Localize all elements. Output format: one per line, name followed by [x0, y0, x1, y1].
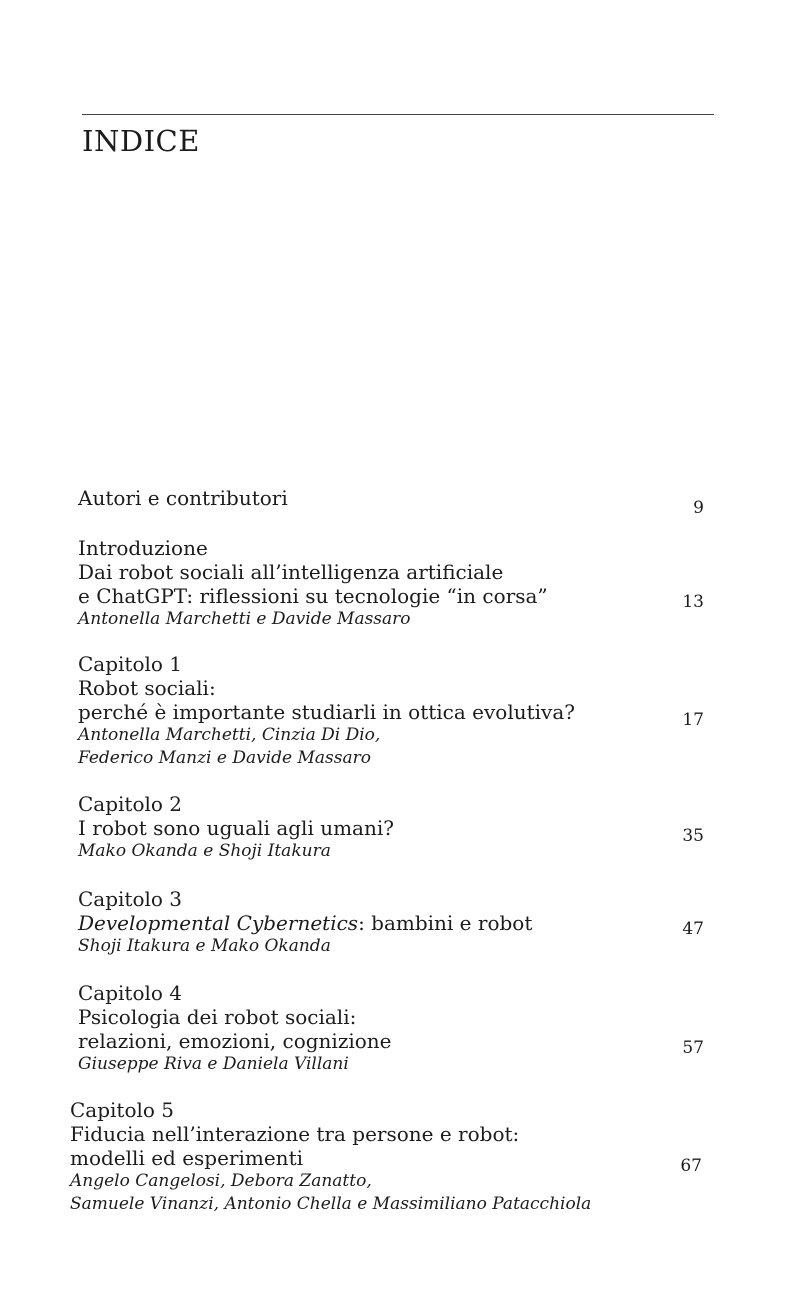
entry-authors: Samuele Vinanzi, Antonio Chella e Massimiliano Patacchiola	[70, 1194, 592, 1214]
entry-title: modelli ed esperimenti	[70, 1146, 303, 1170]
entry-title: e ChatGPT: riflessioni su tecnologie “in corsa”	[78, 584, 548, 608]
toc-entry-capitolo-2[interactable]	[78, 792, 710, 863]
entry-title: perché è importante studiarli in ottica evolutiva?	[78, 700, 575, 724]
toc-entry-authors[interactable]	[78, 486, 710, 518]
entry-title: I robot sono uguali agli umani?	[78, 816, 394, 840]
entry-label: Capitolo 4	[78, 981, 183, 1005]
entry-title: Fiducia nell’interazione tra persone e robot:	[70, 1122, 520, 1146]
page-number: 57	[682, 1038, 704, 1058]
entry-label: Capitolo 3	[78, 887, 183, 911]
entry-title: Psicologia dei robot sociali:	[78, 1005, 357, 1029]
page-number: 67	[680, 1156, 702, 1176]
toc-entry-capitolo-5[interactable]	[70, 1098, 702, 1216]
entry-title-rest: : bambini e robot	[358, 911, 533, 935]
page-number: 35	[682, 826, 704, 846]
entry-title	[78, 911, 710, 935]
entry-authors: Antonella Marchetti e Davide Massaro	[78, 609, 411, 629]
toc-entry-capitolo-1[interactable]	[78, 652, 710, 770]
entry-label: Capitolo 5	[70, 1098, 175, 1122]
entry-authors: Giuseppe Riva e Daniela Villani	[78, 1054, 349, 1074]
entry-title: Autori e contributori	[78, 486, 288, 510]
toc-entry-capitolo-4[interactable]	[78, 981, 710, 1076]
page-number: 47	[682, 919, 704, 939]
entry-label: Capitolo 2	[78, 792, 183, 816]
page-number: 9	[693, 498, 704, 518]
entry-authors: Antonella Marchetti, Cinzia Di Dio,	[78, 725, 381, 745]
entry-title: Robot sociali:	[78, 676, 216, 700]
header-rule	[82, 114, 714, 115]
toc-entry-capitolo-3[interactable]	[78, 887, 710, 958]
entry-authors: Mako Okanda e Shoji Itakura	[78, 841, 331, 861]
entry-title-italic: Developmental Cybernetics	[78, 911, 359, 935]
entry-authors: Federico Manzi e Davide Massaro	[78, 748, 371, 768]
page-number: 13	[682, 592, 704, 612]
entry-title: relazioni, emozioni, cognizione	[78, 1029, 392, 1053]
toc-entry-introduzione[interactable]	[78, 536, 710, 631]
entry-authors: Angelo Cangelosi, Debora Zanatto,	[70, 1171, 372, 1191]
entry-label: Capitolo 1	[78, 652, 183, 676]
page-title: INDICE	[82, 124, 200, 158]
entry-label: Introduzione	[78, 536, 208, 560]
entry-title: Dai robot sociali all’intelligenza artificiale	[78, 560, 504, 584]
page-number: 17	[682, 710, 704, 730]
entry-authors: Shoji Itakura e Mako Okanda	[78, 936, 331, 956]
